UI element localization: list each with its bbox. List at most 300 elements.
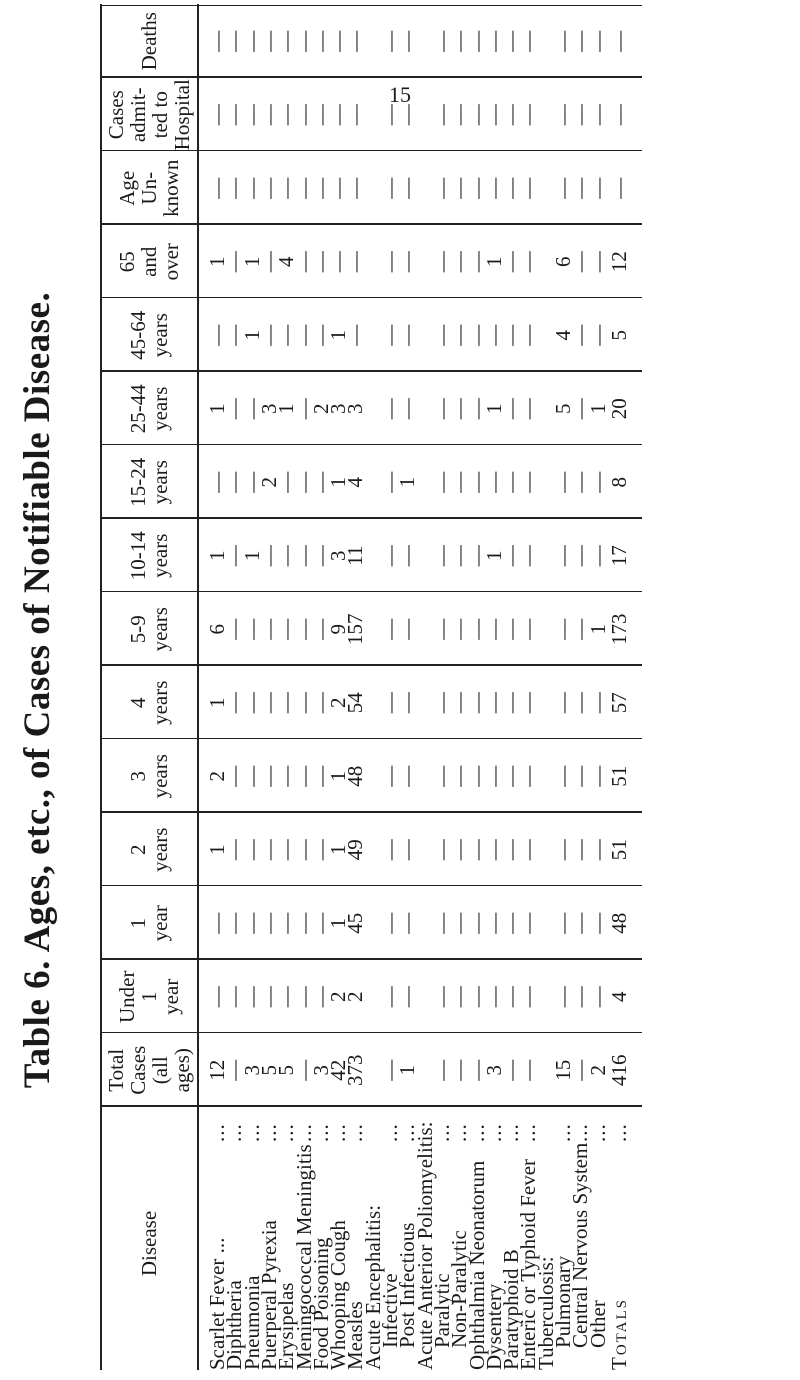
table-cell: — [481, 986, 506, 1008]
table-cell: — [499, 324, 524, 346]
table-cell: — [585, 177, 610, 199]
table-cell: — [516, 30, 541, 52]
table-cell: — [222, 251, 247, 273]
column-header-y15_24 [100, 446, 197, 520]
table-cell: — [395, 177, 420, 199]
dot-leader: ... [205, 1123, 229, 1142]
table-cell: — [568, 324, 593, 346]
table-cell: — [222, 324, 247, 346]
table-cell: — [568, 692, 593, 714]
column-header-line: 45-64 [125, 310, 150, 360]
table-cell: 4 [343, 477, 368, 488]
table-cell: — [378, 839, 402, 861]
table-cell: — [308, 30, 333, 52]
table-cell: — [378, 1059, 402, 1081]
column-header-line: Un- [136, 171, 161, 205]
table-cell: — [205, 324, 229, 346]
table-cell: — [291, 692, 316, 714]
table-cell: — [222, 30, 247, 52]
table-cell: — [205, 177, 229, 199]
column-header-line: 1 [125, 918, 150, 929]
table-cell: 3 [343, 403, 368, 414]
table-cell: — [429, 104, 454, 126]
column-header-line: ages) [169, 1048, 194, 1093]
table-cell: — [481, 839, 506, 861]
totals-cell: 4 [607, 991, 631, 1002]
table-cell: 4 [274, 256, 299, 267]
table-cell: 1 [326, 477, 351, 488]
table-cell: — [464, 398, 489, 420]
table-cell: — [585, 692, 610, 714]
table-cell: — [447, 912, 472, 934]
table-cell: — [308, 104, 333, 126]
table-cell: — [568, 986, 593, 1008]
disease-name: Scarlet Fever ... [205, 1237, 229, 1370]
totals-cell: 20 [607, 398, 631, 420]
disease-name: Whooping Cough [326, 1220, 351, 1370]
table-cell: — [499, 545, 524, 567]
column-header-line: Under [114, 970, 139, 1023]
table-cell: — [447, 986, 472, 1008]
table-cell: — [464, 324, 489, 346]
table-cell: — [516, 104, 541, 126]
table-cell: — [239, 986, 264, 1008]
table-cell: — [429, 177, 454, 199]
table-cell: — [256, 765, 281, 787]
table-cell: — [481, 104, 506, 126]
table-cell: 42 [326, 1059, 351, 1081]
table-cell: — [447, 251, 472, 273]
table-cell: 1 [205, 403, 229, 414]
table-cell: — [585, 545, 610, 567]
column-header-line: 3 [125, 771, 150, 782]
table-cell: — [343, 30, 368, 52]
column-header-line: 65 [114, 251, 139, 273]
table-cell: — [499, 104, 524, 126]
table-cell: — [343, 104, 368, 126]
table-cell: — [222, 692, 247, 714]
column-header-line: Disease [136, 1210, 161, 1277]
table-cell: — [291, 912, 316, 934]
table-cell: 6 [551, 256, 575, 267]
table-cell: — [447, 618, 472, 640]
table-cell: — [499, 398, 524, 420]
table-cell: — [291, 986, 316, 1008]
table-cell: — [395, 986, 420, 1008]
table-cell: — [308, 839, 333, 861]
table-cell: — [429, 839, 454, 861]
table-cell: — [447, 839, 472, 861]
column-header-line: year [158, 978, 183, 1015]
table-cell: 2 [326, 991, 351, 1002]
table-cell: — [308, 545, 333, 567]
dot-leader: ... [326, 1123, 351, 1142]
table-cell: — [274, 30, 299, 52]
table-cell: 1 [585, 624, 610, 635]
table-cell: — [205, 986, 229, 1008]
table-cell: — [256, 839, 281, 861]
table-cell: — [291, 324, 316, 346]
totals-cell: 8 [607, 477, 631, 488]
table-cell: — [222, 471, 247, 493]
table-cell: — [256, 912, 281, 934]
table-cell: — [343, 177, 368, 199]
dot-leader: ... [499, 1123, 524, 1142]
disease-name: Paralytic [429, 1273, 454, 1348]
table-cell: — [429, 30, 454, 52]
column-header-line: 25-44 [125, 384, 150, 434]
table-cell: — [499, 471, 524, 493]
table-cell: — [343, 251, 368, 273]
table-cell: — [447, 765, 472, 787]
table-cell: — [256, 251, 281, 273]
table-cell: — [222, 912, 247, 934]
table-cell: — [395, 398, 420, 420]
column-header-line: 4 [125, 697, 150, 708]
table-cell: — [326, 30, 351, 52]
table-cell: 3 [326, 550, 351, 561]
table-cell: — [481, 912, 506, 934]
totals-cell: 51 [607, 839, 631, 861]
table-cell: — [551, 765, 575, 787]
column-header-disease [100, 1107, 197, 1380]
table-cell: 1 [326, 771, 351, 782]
table-cell: — [585, 839, 610, 861]
table-cell: — [395, 618, 420, 640]
column-header-line: years [147, 460, 172, 505]
table-cell: — [447, 545, 472, 567]
table-cell: 1 [395, 477, 420, 488]
totals-cell: 173 [607, 613, 631, 645]
table-cell: — [464, 1059, 489, 1081]
table-cell: — [516, 398, 541, 420]
table-cell: 11 [343, 545, 368, 566]
table-cell: — [516, 545, 541, 567]
table-cell: — [256, 618, 281, 640]
table-cell: — [499, 30, 524, 52]
totals-cell: 57 [607, 692, 631, 714]
table-cell: — [464, 104, 489, 126]
table-cell: — [274, 912, 299, 934]
table-cell: — [585, 765, 610, 787]
dot-leader: ... [222, 1123, 247, 1142]
column-header-line: admit- [125, 87, 150, 143]
table-cell: — [499, 177, 524, 199]
dot-leader: ... [274, 1123, 299, 1142]
column-header-y65 [100, 225, 197, 299]
table-cell: — [378, 545, 402, 567]
column-header-line: 10-14 [125, 531, 150, 581]
table-cell: — [239, 692, 264, 714]
table-cell: 2 [308, 403, 333, 414]
table-cell: — [551, 839, 575, 861]
column-header-line: (all [147, 1056, 172, 1085]
column-header-total [100, 1034, 197, 1108]
column-header-line: Age [114, 170, 139, 206]
dot-leader: ... [464, 1123, 489, 1142]
table-cell: — [585, 912, 610, 934]
table-cell: — [447, 1059, 472, 1081]
dot-leader: ... [378, 1123, 402, 1142]
header-bottom-rule [197, 5, 199, 1371]
table-cell: — [395, 839, 420, 861]
dot-leader: ... [516, 1123, 541, 1142]
table-cell: — [464, 545, 489, 567]
column-header-deaths [100, 5, 197, 79]
dot-leader: ... [291, 1123, 316, 1142]
totals-cell: 5 [607, 330, 631, 341]
table-cell: — [395, 912, 420, 934]
table-cell: — [464, 692, 489, 714]
table-cell: — [429, 545, 454, 567]
table-cell: — [429, 251, 454, 273]
table-cell: — [429, 618, 454, 640]
table-cell: — [481, 324, 506, 346]
table-cell: — [378, 765, 402, 787]
table-cell: — [256, 692, 281, 714]
column-header-line: years [147, 313, 172, 358]
table-cell: 3 [239, 1065, 264, 1076]
column-header-line: years [147, 827, 172, 872]
table-cell: — [239, 912, 264, 934]
table-cell: — [447, 471, 472, 493]
table-cell: — [308, 692, 333, 714]
table-cell: — [516, 324, 541, 346]
table-cell: — [291, 177, 316, 199]
column-header-line: years [147, 680, 172, 725]
table-cell: — [291, 839, 316, 861]
table-cell: 1 [205, 550, 229, 561]
table-cell: — [256, 104, 281, 126]
table-cell: 48 [343, 765, 368, 787]
table-cell: — [222, 765, 247, 787]
table-cell: — [585, 471, 610, 493]
table-cell: — [464, 30, 489, 52]
table-cell: — [239, 30, 264, 52]
table-cell: — [239, 104, 264, 126]
table-cell: 1 [326, 918, 351, 929]
disease-name: Post Infectious [395, 1222, 420, 1348]
dot-leader: ... [585, 1123, 610, 1142]
column-header-line: Cases [103, 90, 128, 140]
column-header-line: year [147, 905, 172, 942]
table-cell: 2 [585, 1065, 610, 1076]
dot-leader: ... [607, 1123, 631, 1142]
table-cell: 1 [239, 256, 264, 267]
table-cell: — [447, 177, 472, 199]
table-cell: — [568, 398, 593, 420]
table-cell: — [239, 839, 264, 861]
table-cell: 6 [205, 624, 229, 635]
table-cell: 5 [256, 1065, 281, 1076]
table-cell: — [464, 912, 489, 934]
table-cell: — [205, 471, 229, 493]
table-cell: — [239, 398, 264, 420]
table-cell: — [585, 324, 610, 346]
disease-name: Non-Paralytic [447, 1230, 472, 1348]
table-cell: — [222, 839, 247, 861]
page-number: 15 [389, 82, 411, 107]
totals-cell: 48 [607, 912, 631, 934]
table-cell: — [205, 912, 229, 934]
table-cell: 12 [205, 1059, 229, 1081]
table-cell: — [551, 618, 575, 640]
table-cell: — [551, 692, 575, 714]
dot-leader: ... [568, 1123, 593, 1142]
totals-cell: — [607, 30, 631, 52]
table-cell: 3 [308, 1065, 333, 1076]
table-cell: — [481, 177, 506, 199]
table-cell: 15 [551, 1059, 575, 1081]
table-cell: 3 [256, 403, 281, 414]
table-cell: — [499, 986, 524, 1008]
table-cell: — [239, 618, 264, 640]
table-cell: — [481, 30, 506, 52]
disease-name: Food Poisoning [308, 1237, 333, 1370]
table-cell: — [378, 398, 402, 420]
table-cell: — [274, 545, 299, 567]
table-cell: — [291, 765, 316, 787]
table-cell: — [464, 251, 489, 273]
column-header-hospital [100, 78, 197, 152]
dot-leader: ... [343, 1123, 368, 1142]
table-cell: — [551, 104, 575, 126]
disease-name: Central Nervous System [568, 1142, 593, 1348]
table-cell: — [308, 986, 333, 1008]
totals-cell: 416 [607, 1054, 631, 1086]
table-cell: — [568, 471, 593, 493]
table-cell: — [222, 618, 247, 640]
table-cell: — [568, 912, 593, 934]
totals-cell: 17 [607, 545, 631, 567]
table-cell: 1 [205, 256, 229, 267]
table-cell: — [429, 692, 454, 714]
disease-name: Enteric or Typhoid Fever [516, 1158, 541, 1370]
table-cell: — [308, 765, 333, 787]
disease-name: Measles [343, 1301, 368, 1370]
column-header-y45_64 [100, 299, 197, 373]
table-cell: — [378, 177, 402, 199]
table-cell: — [308, 324, 333, 346]
table-cell: — [429, 986, 454, 1008]
table-cell: 1 [205, 697, 229, 708]
table-cell: — [447, 692, 472, 714]
table-cell: — [516, 765, 541, 787]
table-cell: — [429, 1059, 454, 1081]
table-cell: — [447, 324, 472, 346]
table-cell: — [274, 104, 299, 126]
table-cell: — [256, 545, 281, 567]
table-title: Table 6. Ages, etc., of Cases of Notifiable Disease. [17, 291, 58, 1089]
table-cell: — [395, 251, 420, 273]
table-cell: — [464, 839, 489, 861]
table-cell: — [568, 30, 593, 52]
disease-name: Ophthalmia Neonatorum [464, 1160, 489, 1370]
table-cell: — [291, 545, 316, 567]
table-cell: — [395, 545, 420, 567]
table-cell: — [499, 765, 524, 787]
table-cell: — [568, 839, 593, 861]
table-cell: — [205, 30, 229, 52]
column-header-line: 1 [136, 991, 161, 1002]
table-cell: 1 [481, 256, 506, 267]
table-cell: 1 [274, 403, 299, 414]
table-cell: — [499, 618, 524, 640]
table-cell: — [481, 471, 506, 493]
table-cell: — [499, 912, 524, 934]
table-cell: — [291, 471, 316, 493]
table-cell: — [447, 398, 472, 420]
table-cell: — [464, 765, 489, 787]
dot-leader: ... [239, 1123, 264, 1142]
table-cell: — [222, 104, 247, 126]
column-header-line: ted to [147, 91, 172, 139]
table-cell: — [291, 618, 316, 640]
table-cell: — [481, 692, 506, 714]
table-cell: 5 [274, 1065, 299, 1076]
column-header-y1 [100, 887, 197, 961]
table-cell: — [291, 398, 316, 420]
table-cell: — [429, 765, 454, 787]
column-header-y25_44 [100, 372, 197, 446]
dot-leader: ... [481, 1123, 506, 1142]
table-cell: — [256, 30, 281, 52]
table-cell: 1 [326, 844, 351, 855]
table-cell: — [516, 692, 541, 714]
table-cell: — [516, 618, 541, 640]
table-cell: — [274, 839, 299, 861]
table-cell: — [378, 104, 402, 126]
table-cell: 4 [551, 330, 575, 341]
table-cell: 49 [343, 839, 368, 861]
column-header-line: years [147, 533, 172, 578]
column-header-line: Total [103, 1048, 128, 1092]
disease-name: Acute Anterior Poliomyelitis: [412, 1121, 437, 1370]
table-cell: 54 [343, 692, 368, 714]
table-cell: — [499, 839, 524, 861]
dot-leader: ... [447, 1123, 472, 1142]
table-cell: 1 [481, 403, 506, 414]
table-cell: — [222, 986, 247, 1008]
table-cell: — [429, 324, 454, 346]
column-header-line: years [147, 607, 172, 652]
table-cell: — [551, 986, 575, 1008]
table-cell: 2 [256, 477, 281, 488]
table-cell: — [516, 177, 541, 199]
column-header-y10_14 [100, 519, 197, 593]
table-cell: — [585, 986, 610, 1008]
table-cell: — [568, 545, 593, 567]
dot-leader: ... [395, 1123, 420, 1142]
column-header-line: and [136, 246, 161, 277]
dot-leader: ... [308, 1123, 333, 1142]
totals-cell: 51 [607, 765, 631, 787]
column-header-y2 [100, 813, 197, 887]
table-cell: 1 [239, 330, 264, 341]
column-header-y3 [100, 740, 197, 814]
dot-leader: ... [429, 1123, 454, 1142]
table-cell: — [326, 104, 351, 126]
table-cell: — [239, 765, 264, 787]
table-cell: — [429, 471, 454, 493]
disease-name: Puerperal Pyrexia [256, 1220, 281, 1370]
table-cell: — [395, 324, 420, 346]
disease-name: Paratyphoid B [499, 1249, 524, 1370]
disease-name: Meningococcal Meningitis [291, 1144, 316, 1370]
table-cell: 2 [343, 991, 368, 1002]
disease-name: Other [585, 1300, 610, 1348]
table-cell: — [395, 692, 420, 714]
